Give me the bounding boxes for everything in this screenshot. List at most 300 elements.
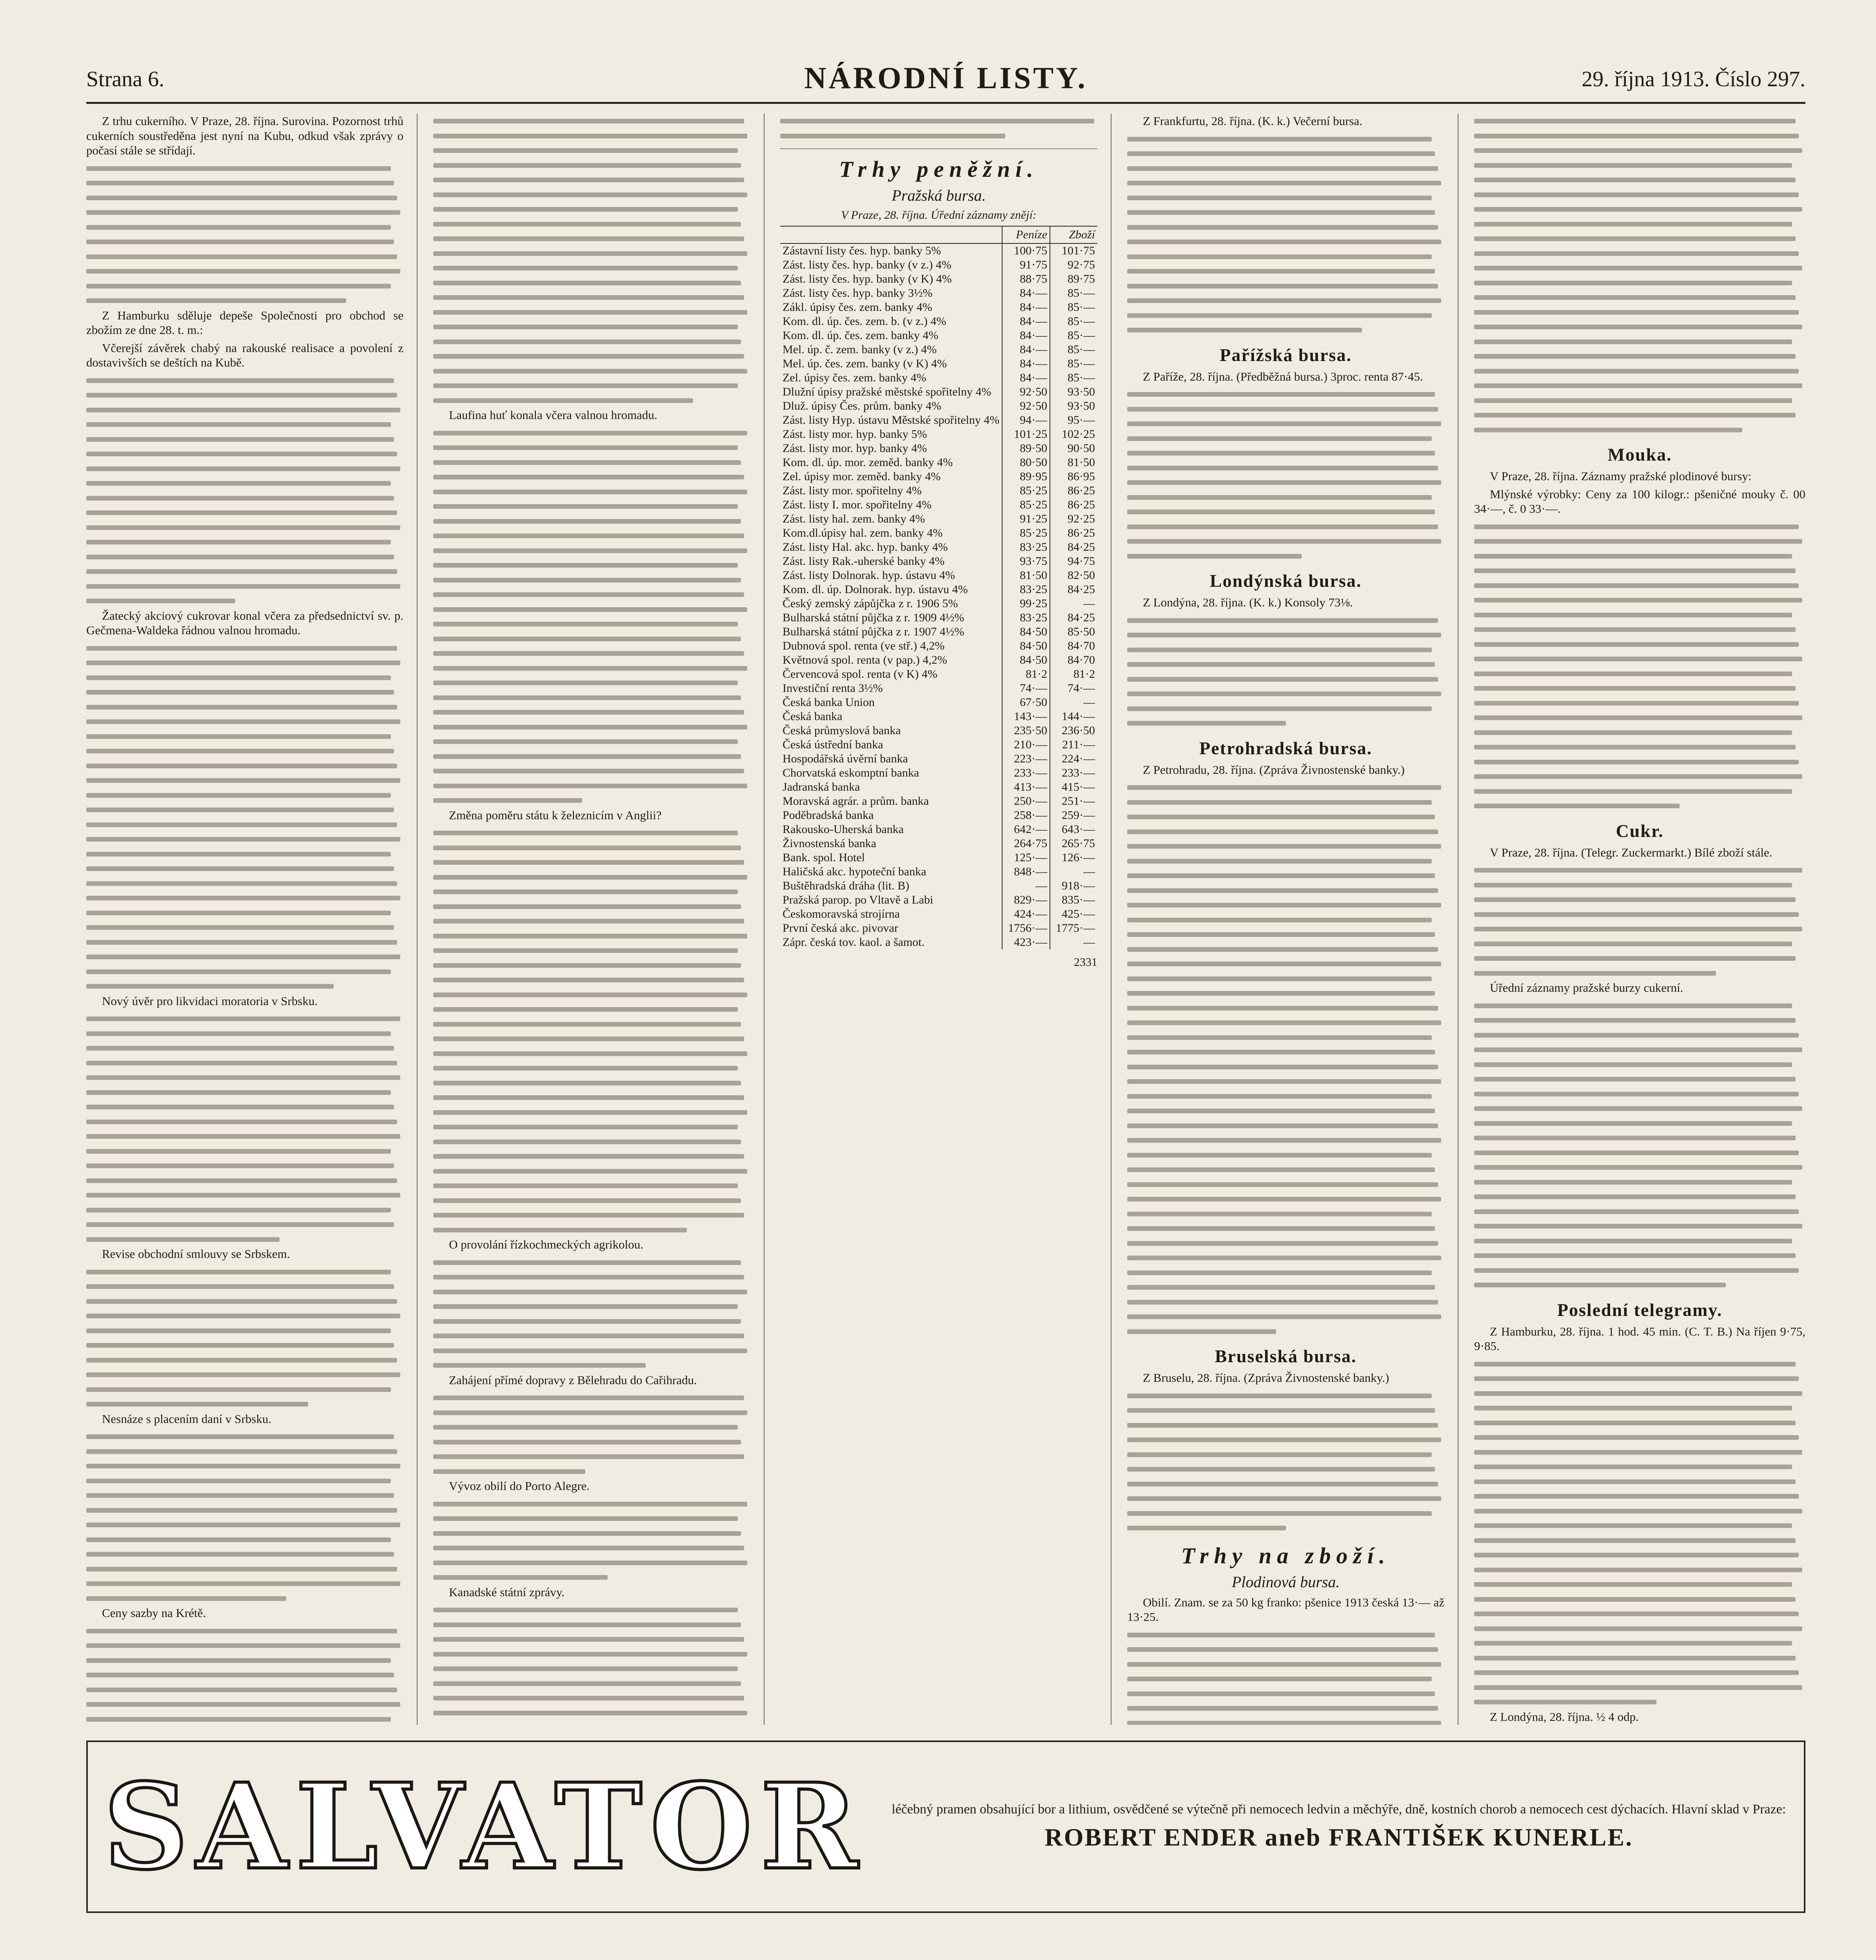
text-line — [86, 655, 403, 670]
text-line — [86, 1265, 403, 1279]
article-serbia-taxes: Nesnáze s placením daní v Srbsku. — [102, 1412, 272, 1426]
table-row — [780, 343, 1097, 357]
article-canada: Kanadské státní zprávy. — [449, 1585, 565, 1599]
text-line — [433, 958, 750, 973]
text-line — [86, 505, 403, 520]
text-line — [86, 729, 403, 744]
masthead — [86, 59, 1805, 104]
text-line — [1474, 1665, 1805, 1680]
text-line — [433, 1570, 750, 1585]
text-line — [1474, 666, 1805, 681]
bid-price: 829·— — [1002, 893, 1050, 907]
text-line — [1127, 701, 1444, 716]
security-name: Poděbradská banka — [783, 809, 874, 822]
text-line — [86, 1173, 403, 1188]
text-line — [433, 1464, 750, 1479]
text-line — [1127, 1491, 1444, 1506]
text-line — [1127, 1628, 1444, 1642]
text-line — [1474, 1474, 1805, 1489]
text-line — [1127, 628, 1444, 642]
text-line — [86, 714, 403, 729]
security-name: Zást. listy hal. zem. banky 4% — [783, 512, 925, 525]
text-line — [86, 641, 403, 656]
text-line — [1127, 176, 1444, 191]
security-name: Zel. úpisy čes. zem. banky 4% — [783, 371, 926, 384]
text-line — [86, 964, 403, 979]
text-block — [433, 1497, 750, 1585]
ask-price: — — [1050, 865, 1097, 879]
table-row — [780, 371, 1097, 385]
text-line — [86, 1114, 403, 1129]
text-line — [433, 705, 750, 720]
security-name: Kom. dl. úp. čes. zem. banky 4% — [783, 329, 939, 342]
security-name: Zel. úpisy mor. zeměd. banky 4% — [783, 470, 941, 483]
text-line — [1474, 696, 1805, 711]
ask-price: 84·25 — [1050, 540, 1097, 554]
table-row — [780, 794, 1097, 808]
text-line — [1474, 231, 1805, 246]
text-block — [433, 114, 750, 408]
text-line — [433, 426, 750, 441]
table-row — [780, 738, 1097, 752]
security-name: Mel. úp. č. zem. banky (v z.) 4% — [783, 343, 937, 356]
text-line — [1474, 349, 1805, 364]
text-line — [86, 249, 403, 264]
text-line — [433, 1602, 750, 1617]
text-line — [1474, 681, 1805, 696]
text-line — [1127, 1148, 1444, 1163]
security-name: Kom. dl. úp. mor. zeměd. banky 4% — [783, 456, 953, 469]
text-line — [1127, 1236, 1444, 1251]
text-line — [1127, 505, 1444, 519]
ask-price: 415·— — [1050, 780, 1097, 794]
text-line — [433, 1164, 750, 1179]
text-line — [1127, 293, 1444, 308]
text-line — [433, 720, 750, 735]
text-line — [1474, 1028, 1805, 1043]
text-line — [1474, 1371, 1805, 1386]
text-line — [433, 1420, 750, 1435]
text-line — [86, 388, 403, 403]
table-row — [780, 921, 1097, 935]
text-line — [1474, 534, 1805, 549]
text-line — [1474, 1234, 1805, 1249]
text-line — [1474, 863, 1805, 878]
text-line — [433, 499, 750, 514]
security-name: Moravská agrár. a prům. banka — [783, 795, 929, 808]
ask-price: 86·95 — [1050, 470, 1097, 484]
text-line — [433, 1076, 750, 1091]
text-line — [86, 279, 403, 294]
text-line — [1127, 446, 1444, 461]
text-line — [433, 1497, 750, 1512]
bid-price: 67·50 — [1002, 695, 1050, 710]
text-line — [1127, 1477, 1444, 1492]
text-block — [86, 161, 403, 308]
article-agriculture: O provolání řízkochmeckých agrikolou. — [449, 1238, 643, 1251]
text-line — [1127, 809, 1444, 824]
table-row — [780, 413, 1097, 427]
text-line — [1474, 922, 1805, 936]
ask-price: 84·70 — [1050, 639, 1097, 653]
text-line — [433, 172, 750, 187]
ask-price: 85·— — [1050, 343, 1097, 357]
table-row — [780, 498, 1097, 512]
ask-price: 85·— — [1050, 328, 1097, 343]
bid-price: 101·25 — [1002, 427, 1050, 441]
text-line — [1474, 202, 1805, 217]
ask-price: — — [1050, 695, 1097, 710]
text-block — [1127, 1628, 1444, 1725]
text-line — [1127, 1265, 1444, 1280]
text-line — [1474, 334, 1805, 349]
text-line — [1127, 1001, 1444, 1016]
text-line — [86, 1382, 403, 1397]
text-line — [86, 935, 403, 950]
text-line — [1474, 1057, 1805, 1072]
text-line — [433, 1449, 750, 1464]
text-line — [86, 1397, 403, 1412]
bid-price: 1756·— — [1002, 921, 1050, 935]
ask-price: 93·50 — [1050, 385, 1097, 399]
bid-price: 84·— — [1002, 314, 1050, 328]
paris-bourse-heading: Pařížská bursa. — [1220, 345, 1352, 365]
text-line — [433, 393, 750, 408]
text-columns — [86, 114, 1805, 1725]
table-row — [780, 822, 1097, 837]
text-line — [1474, 305, 1805, 320]
text-line — [433, 1193, 750, 1208]
text-line — [1127, 956, 1444, 971]
bid-price: 88·75 — [1002, 272, 1050, 286]
table-row — [780, 456, 1097, 470]
text-line — [1474, 423, 1805, 437]
text-line — [86, 1682, 403, 1697]
text-line — [86, 744, 403, 759]
text-line — [1474, 261, 1805, 276]
text-line — [1474, 393, 1805, 408]
security-name: Haličská akc. hypoteční banka — [783, 865, 926, 878]
text-line — [1474, 1577, 1805, 1592]
text-line — [1474, 1445, 1805, 1460]
text-line — [1474, 114, 1805, 129]
text-line — [1127, 686, 1444, 701]
dateline: V Praze, 28. října. Úřední záznamy znějí: — [841, 209, 1037, 221]
bid-price: 210·— — [1002, 738, 1050, 752]
text-line — [1127, 161, 1444, 176]
text-line — [433, 1090, 750, 1105]
last-telegrams-heading: Poslední telegramy. — [1557, 1299, 1723, 1320]
text-line — [1474, 563, 1805, 578]
text-line — [1474, 1416, 1805, 1430]
security-name: Zást. listy Hyp. ústavu Městské spořitelny 4% — [783, 414, 1000, 426]
text-line — [86, 1323, 403, 1338]
text-line — [1127, 1030, 1444, 1045]
bid-price: 84·50 — [1002, 653, 1050, 667]
table-row — [780, 554, 1097, 568]
text-line — [1127, 323, 1444, 338]
text-block — [86, 1429, 403, 1606]
text-line — [433, 202, 750, 217]
text-line — [433, 319, 750, 334]
security-name: Červencová spol. renta (v K) 4% — [783, 668, 937, 681]
column-header-ask: Zboží — [1050, 226, 1097, 243]
article-serbia-credit: Nový úvěr pro likvidaci moratoria v Srbsku. — [102, 994, 318, 1008]
ask-price: 94·75 — [1050, 554, 1097, 568]
security-name: Bulharská státní půjčka z r. 1909 4½% — [783, 611, 964, 624]
security-name: Kom. dl. úp. čes. zem. b. (v z.) 4% — [783, 315, 946, 328]
text-block — [86, 373, 403, 608]
text-line — [1474, 578, 1805, 593]
text-line — [86, 1517, 403, 1532]
text-line — [433, 1208, 750, 1223]
text-line — [1127, 795, 1444, 810]
text-block — [1127, 613, 1444, 731]
advertisement-distributor: ROBERT ENDER aneb FRANTIŠEK KUNERLE. — [1044, 1823, 1633, 1851]
security-name: Jadranská banka — [783, 780, 860, 793]
bid-price: 92·50 — [1002, 399, 1050, 413]
text-line — [1474, 1101, 1805, 1116]
text-line — [86, 535, 403, 550]
text-line — [1127, 264, 1444, 279]
text-block — [433, 1602, 750, 1725]
bid-price: 99·25 — [1002, 597, 1050, 611]
text-line — [433, 1120, 750, 1134]
text-line — [433, 1676, 750, 1691]
text-line — [433, 1328, 750, 1343]
text-line — [433, 276, 750, 290]
text-line — [433, 749, 750, 764]
security-name: Zást. listy Hal. akc. hyp. banky 4% — [783, 541, 948, 554]
security-name: Zást. listy Dolnorak. hyp. ústavu 4% — [783, 569, 955, 582]
text-line — [1127, 868, 1444, 883]
article-laufina: Laufina huť konala včera valnou hromadu. — [449, 408, 657, 422]
text-line — [86, 446, 403, 461]
text-line — [1474, 290, 1805, 305]
bid-price: 81·50 — [1002, 568, 1050, 583]
ask-price: 224·— — [1050, 752, 1097, 766]
text-line — [1127, 1686, 1444, 1701]
security-name: Živnostenská banka — [783, 837, 877, 850]
ask-price: 144·— — [1050, 710, 1097, 724]
ask-price: 82·50 — [1050, 568, 1097, 583]
text-line — [1474, 1072, 1805, 1087]
section-heading-money-markets: Trhy peněžní. — [839, 156, 1039, 182]
column-header-bid: Peníze — [1002, 226, 1050, 243]
text-block — [86, 641, 403, 994]
text-line — [1127, 642, 1444, 657]
text-line — [1127, 205, 1444, 220]
text-line — [86, 1056, 403, 1071]
article-closing: Včerejší závěrek chabý na rakouské realisace a povolení z dostavivších se deštích na Kubě. — [86, 341, 403, 369]
security-name: Český zemský zápůjčka z r. 1906 5% — [783, 597, 958, 610]
text-line — [433, 129, 750, 143]
article-hamburg: Z Hamburku sděluje depeše Společnosti pro obchod se zbožím ze dne 28. t. m.: — [86, 308, 403, 337]
table-row — [780, 399, 1097, 413]
text-line — [433, 231, 750, 246]
security-name: Česká průmyslová banka — [783, 724, 901, 737]
ask-price: 835·— — [1050, 893, 1097, 907]
text-line — [1474, 1189, 1805, 1204]
text-line — [433, 632, 750, 646]
article-telegram-hamburg: Z Hamburku, 28. října. 1 hod. 45 min. (C. T. B.) Na říjen 9·75, 9·85. — [1474, 1324, 1805, 1353]
bid-price: 84·— — [1002, 300, 1050, 314]
text-line — [1127, 1447, 1444, 1462]
ask-price: 84·25 — [1050, 583, 1097, 597]
page-number: Strana 6. — [86, 67, 165, 91]
text-line — [433, 855, 750, 870]
article-serbia-treaty: Revise obchodní smlouvy se Srbskem. — [102, 1247, 290, 1261]
text-block — [1474, 1357, 1805, 1710]
text-line — [86, 191, 403, 205]
text-line — [1474, 740, 1805, 755]
security-name: Zást. listy mor. hyp. banky 4% — [783, 442, 927, 455]
text-line — [1127, 249, 1444, 264]
text-line — [1474, 1680, 1805, 1695]
text-block — [86, 1624, 403, 1725]
ask-price: 86·25 — [1050, 498, 1097, 512]
text-line — [1127, 431, 1444, 446]
text-line — [433, 793, 750, 808]
text-line — [433, 1270, 750, 1285]
text-line — [1127, 1177, 1444, 1192]
ask-price: 85·50 — [1050, 625, 1097, 639]
bid-price: 84·50 — [1002, 625, 1050, 639]
text-line — [1474, 1533, 1805, 1548]
salvator-logo: SALVATOR — [104, 1757, 866, 1896]
column-header-security — [780, 226, 1002, 243]
text-line — [86, 1041, 403, 1056]
text-line — [433, 884, 750, 899]
ask-price: 251·— — [1050, 794, 1097, 808]
text-line — [86, 234, 403, 249]
security-name: Zást. listy mor. spořitelny 4% — [783, 484, 922, 497]
text-line — [1474, 1131, 1805, 1145]
text-line — [86, 432, 403, 447]
text-line — [1127, 1060, 1444, 1074]
text-line — [433, 470, 750, 485]
text-line — [1474, 1430, 1805, 1445]
ask-price: 81·2 — [1050, 667, 1097, 681]
text-block — [433, 826, 750, 1237]
ask-price: 265·75 — [1050, 837, 1097, 851]
produce-bourse-heading: Plodinová bursa. — [1231, 1573, 1340, 1591]
text-line — [433, 305, 750, 320]
security-name: Zást. listy mor. hyp. banky 5% — [783, 428, 927, 441]
table-row — [780, 470, 1097, 484]
advertisement-tagline: léčebný pramen obsahující bor a lithium, osvědčené se výtečně při nemocech ledvin a měchýře, dně, kostních chorob a nemocech cest dýchacích. Hlavní sklad v Praze: — [892, 1802, 1786, 1817]
text-line — [1127, 1432, 1444, 1447]
text-block — [433, 426, 750, 808]
text-line — [433, 1255, 750, 1270]
text-line — [433, 1285, 750, 1299]
bid-price: 264·75 — [1002, 837, 1050, 851]
text-line — [433, 1031, 750, 1046]
ask-price: — — [1050, 597, 1097, 611]
text-line — [86, 1653, 403, 1668]
text-line — [1474, 907, 1805, 922]
ask-price: 233·— — [1050, 766, 1097, 780]
text-line — [1474, 1013, 1805, 1028]
article-porto-alegre: Vývoz obilí do Porto Alegre. — [449, 1479, 590, 1493]
security-name: Hospodářská úvěrní banka — [783, 752, 908, 765]
text-line — [86, 920, 403, 935]
text-line — [1127, 549, 1444, 564]
text-line — [1474, 1621, 1805, 1636]
security-name: Česká banka Union — [783, 696, 875, 709]
text-line — [1474, 1489, 1805, 1504]
text-line — [433, 1435, 750, 1450]
security-name: Zástavní listy čes. hyp. banky 5% — [783, 244, 941, 257]
text-line — [86, 1144, 403, 1159]
text-line — [86, 403, 403, 417]
text-block — [1474, 114, 1805, 437]
text-line — [433, 690, 750, 705]
text-line — [433, 1017, 750, 1032]
text-line — [86, 161, 403, 176]
text-line — [433, 661, 750, 676]
text-line — [86, 1279, 403, 1294]
ask-price: 95·— — [1050, 413, 1097, 427]
text-line — [1127, 854, 1444, 869]
table-row — [780, 780, 1097, 794]
text-line — [1474, 129, 1805, 143]
text-line — [433, 1314, 750, 1329]
text-line — [433, 1358, 750, 1373]
table-row — [780, 667, 1097, 681]
article-sugar-market: Z trhu cukerního. V Praze, 28. října. Surovina. Pozornost trhů cukerních soustředěna jest nyní na Kubu, odkud však zprávy o počasí stále se střídají. — [86, 114, 403, 157]
table-row — [780, 851, 1097, 865]
text-line — [86, 817, 403, 832]
security-name: První česká akc. pivovar — [783, 922, 898, 935]
article-zatec: Žatecký akciový cukrovar konal včera za předsednictví sv. p. Gečmena-Waldeka řádnou valnou hromadu. — [86, 608, 403, 637]
text-line — [1127, 146, 1444, 161]
text-line — [86, 1459, 403, 1474]
text-line — [1127, 1250, 1444, 1265]
text-line — [86, 1308, 403, 1323]
text-line — [86, 1668, 403, 1682]
text-line — [1127, 1657, 1444, 1672]
ask-price: 84·25 — [1050, 611, 1097, 625]
text-line — [86, 1367, 403, 1382]
table-row — [780, 243, 1097, 258]
text-line — [433, 1706, 750, 1720]
text-line — [433, 349, 750, 364]
table-row — [780, 907, 1097, 921]
text-line — [433, 987, 750, 1002]
table-row — [780, 597, 1097, 611]
text-line — [433, 1149, 750, 1164]
text-line — [86, 1638, 403, 1653]
table-row — [780, 879, 1097, 893]
article-belgrade: Zahájení přímé dopravy z Bělehradu do Cařihradu. — [449, 1373, 697, 1387]
bid-price: 83·25 — [1002, 540, 1050, 554]
text-line — [433, 246, 750, 261]
text-line — [86, 1085, 403, 1100]
text-line — [1127, 1462, 1444, 1477]
table-row — [780, 625, 1097, 639]
text-line — [1474, 1263, 1805, 1278]
text-line — [86, 876, 403, 891]
column-1 — [86, 114, 418, 1725]
text-line — [433, 943, 750, 958]
advertisement-copy — [889, 1802, 1788, 1852]
text-line — [86, 461, 403, 476]
issue-date: 29. října 1913. Číslo 297. — [1582, 67, 1805, 91]
ask-price: 86·25 — [1050, 484, 1097, 498]
table-row — [780, 540, 1097, 554]
newspaper-title: NÁRODNÍ LISTY. — [804, 61, 1088, 95]
